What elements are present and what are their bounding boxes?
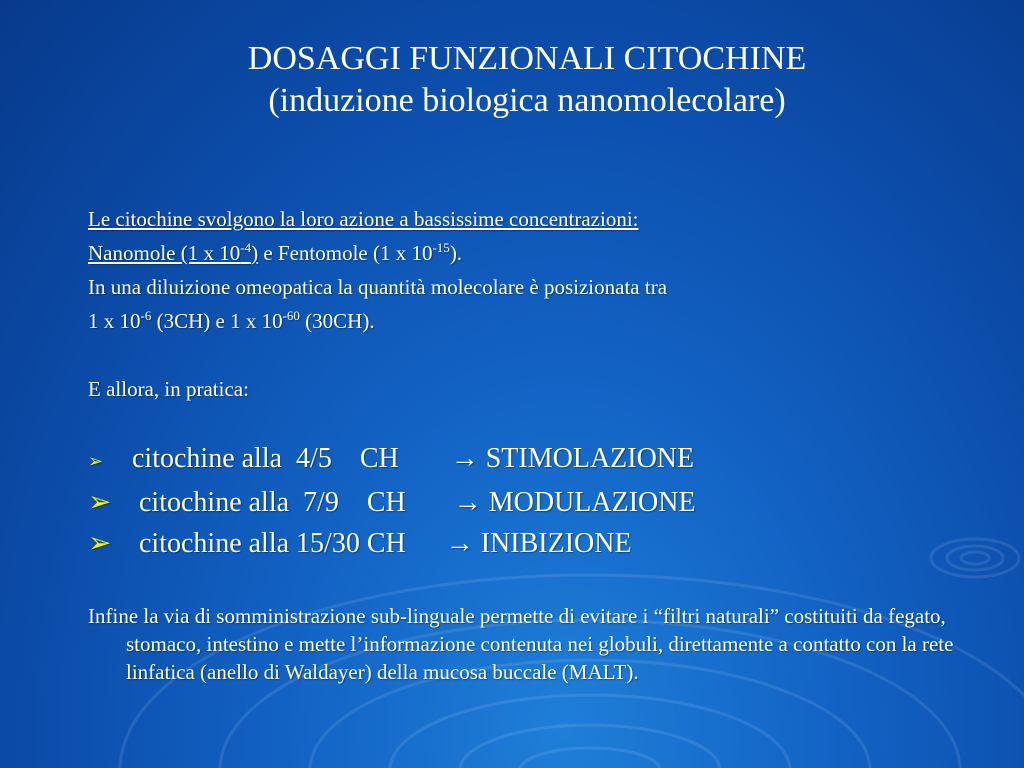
bullet-effect-text: MODULAZIONE: [481, 487, 696, 518]
intro-line-1: [88, 202, 948, 236]
fentomole-exponent: -15: [432, 240, 450, 255]
bullet-dose-text: citochine alla 7/9 CH: [132, 487, 406, 518]
fentomole-label: e Fentomole (1 x 10: [258, 241, 433, 265]
right-arrow-icon: →: [450, 443, 479, 474]
arrow-bullet-icon: ➢: [88, 528, 112, 559]
range-end-exponent: -60: [282, 308, 300, 323]
right-arrow-icon: →: [445, 528, 474, 559]
range-start-exponent: -6: [140, 308, 152, 323]
intro-paragraph: [88, 202, 948, 406]
closing-paragraph: Infine la via di somministrazione sub-linguale permette di evitare i “filtri naturali” costituiti da fegato, stomaco, intestino e mette l’informazione contenuta nei globuli, direttamente a contatto con la rete linfatica (anello di Waldayer) della mucosa buccale (MALT).: [88, 604, 954, 684]
dosage-bullet-list: [88, 438, 948, 564]
bullet-dose-text: citochine alla 15/30 CH: [132, 528, 406, 559]
right-arrow-icon: →: [453, 487, 482, 518]
bullet-dose-text: citochine alla 4/5 CH: [132, 443, 399, 474]
bullet-item-modulazione: [88, 482, 948, 523]
slide-title: [0, 38, 1024, 122]
nanomole-exponent: -4: [240, 240, 252, 255]
bullet-item-inibizione: [88, 523, 948, 564]
bullet-effect-text: INIBIZIONE: [473, 528, 632, 559]
arrow-bullet-icon: ➢: [88, 451, 104, 471]
intro-line-2: [88, 236, 948, 270]
bullet-item-stimolazione: [88, 438, 948, 482]
nanomole-text: [88, 241, 258, 265]
bullet-effect-text: STIMOLAZIONE: [478, 443, 695, 474]
title-line-2: (induzione biologica nanomolecolare): [268, 82, 786, 119]
title-line-1: DOSAGGI FUNZIONALI CITOCHINE: [247, 40, 807, 77]
intro-line-4: [88, 304, 948, 338]
range-end-label: (30CH).: [299, 309, 375, 333]
spacer: [88, 338, 948, 372]
nanomole-close: ): [251, 241, 259, 265]
intro-line-1-text: Le citochine svolgono la loro azione a bassissime concentrazioni:: [88, 207, 639, 231]
intro-line-5: E allora, in pratica:: [88, 377, 249, 401]
arrow-bullet-icon: ➢: [88, 487, 112, 518]
intro-line-3: In una diluizione omeopatica la quantità molecolare è posizionata tra: [88, 275, 668, 299]
nanomole-label: Nanomole (1 x 10: [88, 241, 241, 265]
fentomole-close: ).: [449, 241, 463, 265]
range-mid-label: (3CH) e 1 x 10: [151, 309, 283, 333]
range-start-label: 1 x 10: [88, 309, 141, 333]
